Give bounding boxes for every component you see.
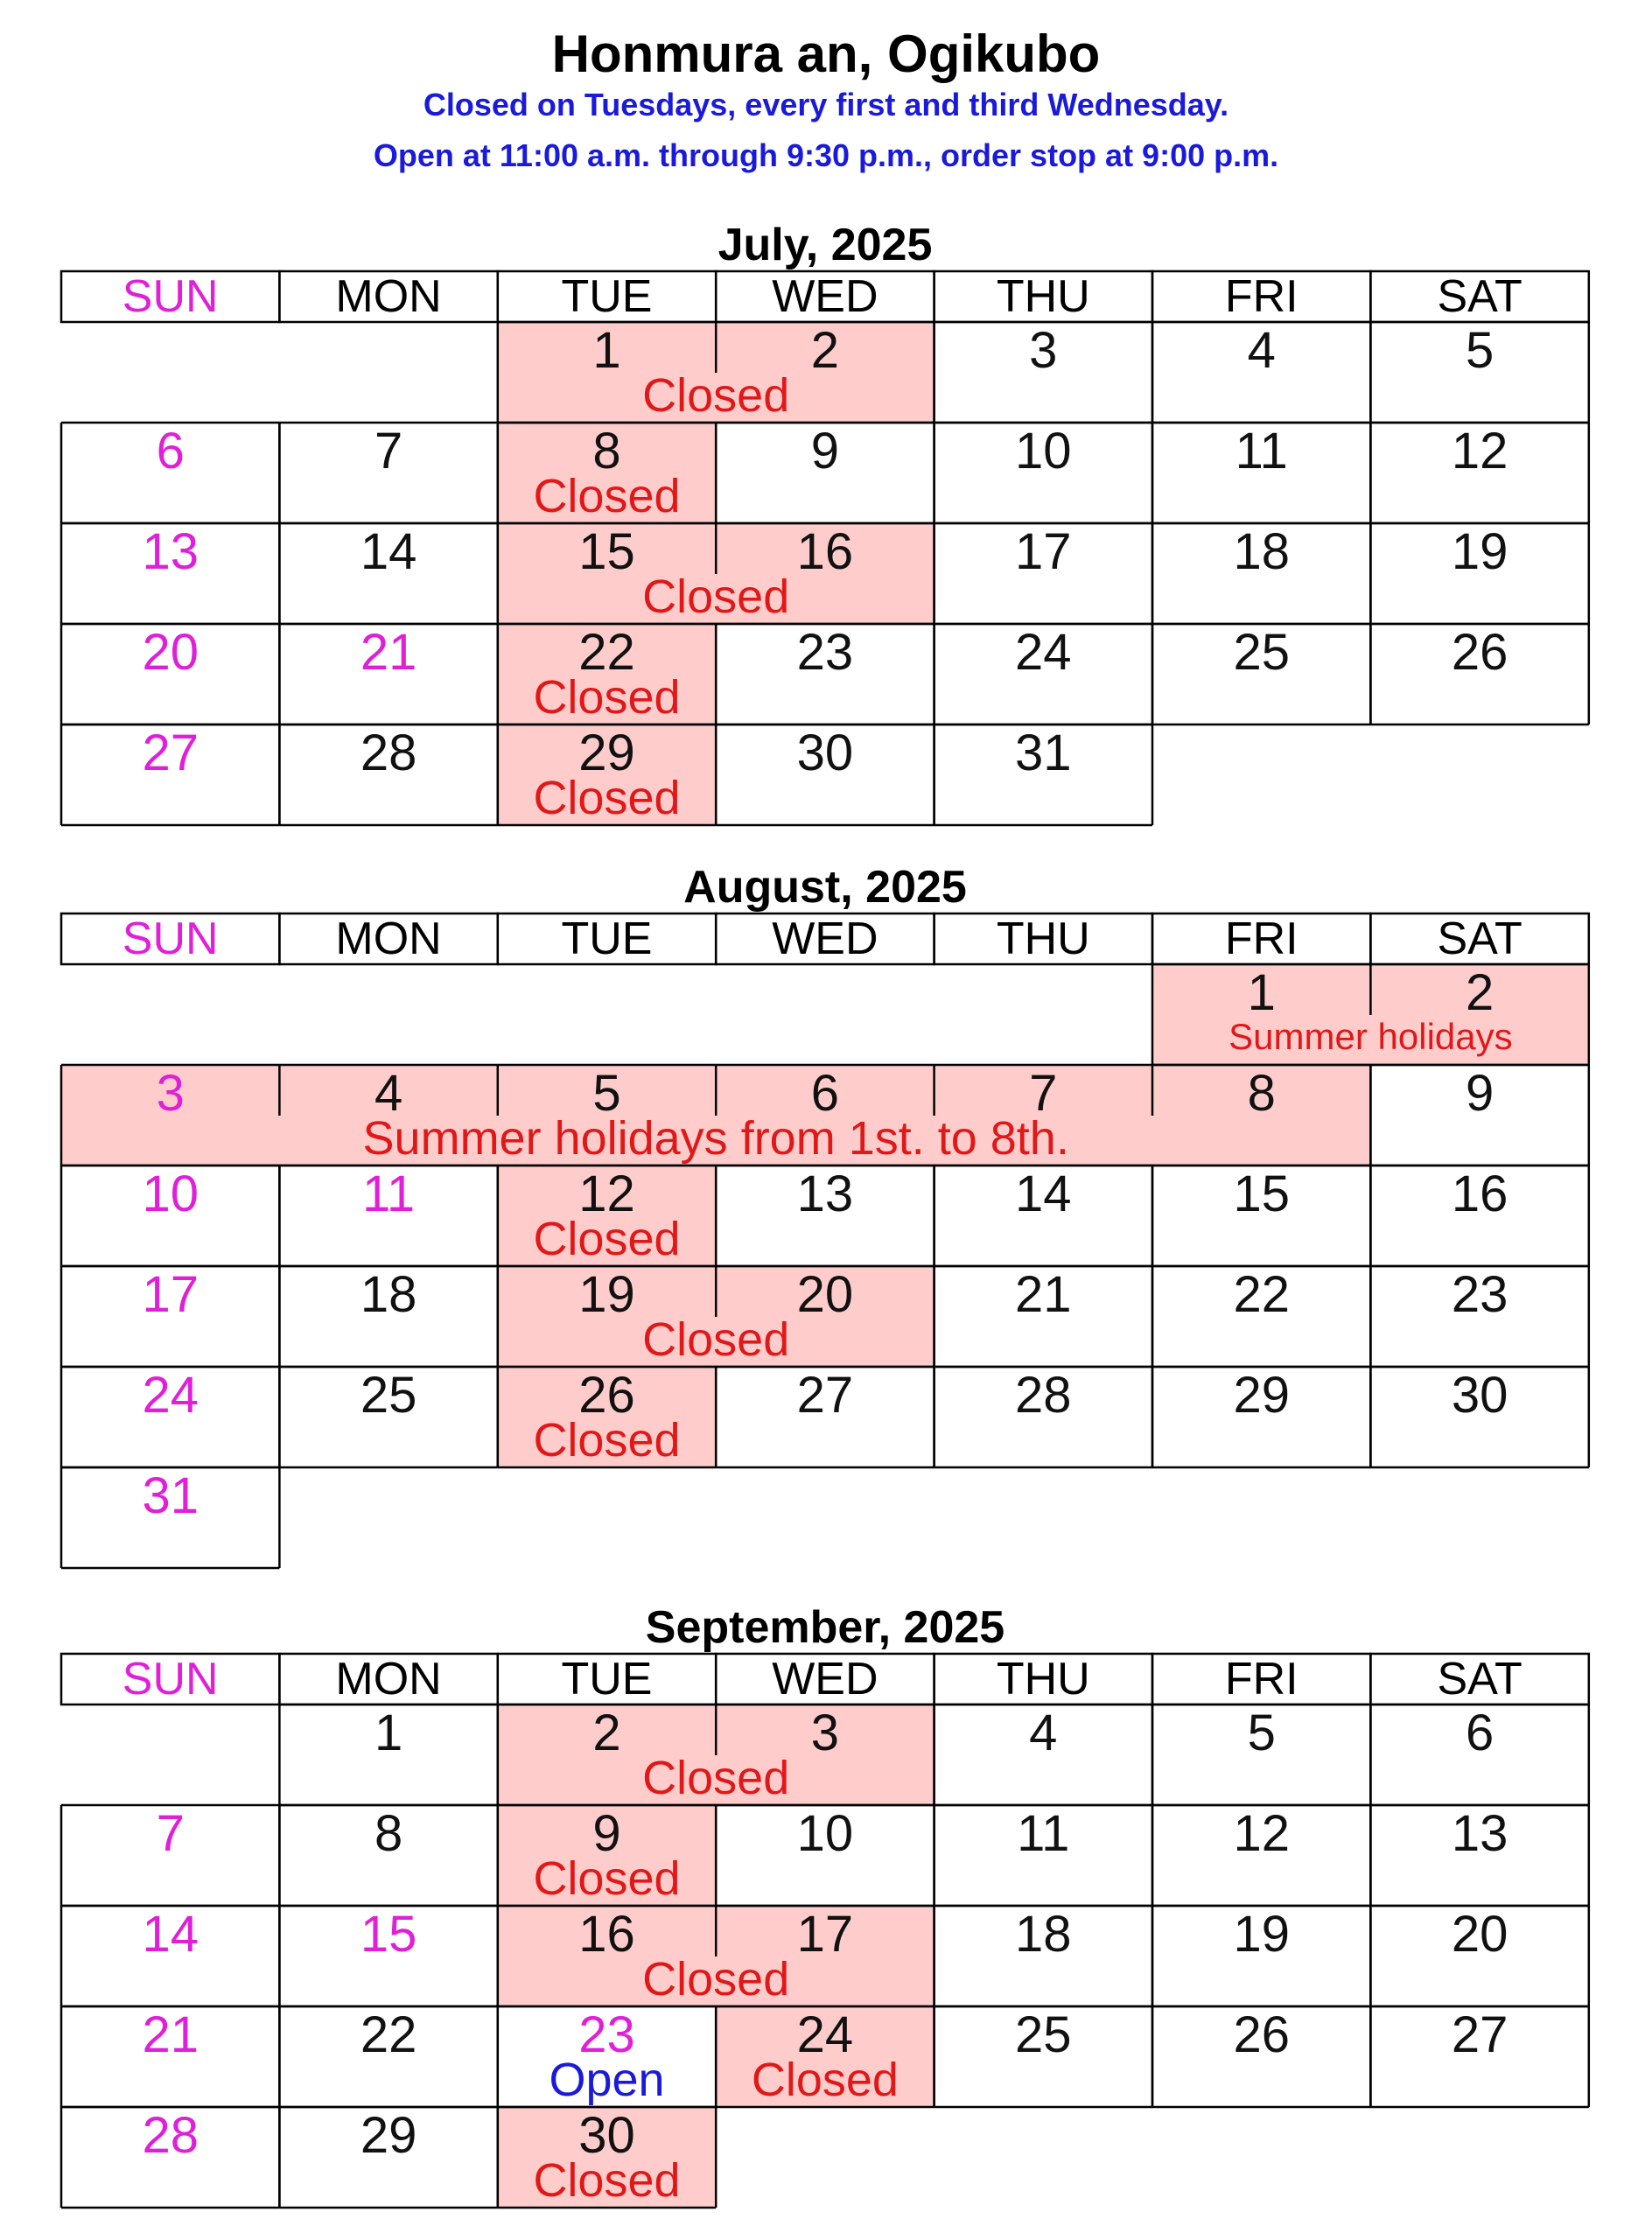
weekday-header-thu: THU bbox=[996, 914, 1090, 964]
weekday-header-mon: MON bbox=[335, 271, 442, 322]
day-cell-border bbox=[1370, 914, 1588, 964]
day-number: 7 bbox=[374, 423, 403, 480]
closed-label: Closed bbox=[533, 1213, 681, 1265]
weekday-header-sun: SUN bbox=[122, 271, 219, 322]
day-number: 25 bbox=[1015, 2006, 1072, 2063]
day-number: 29 bbox=[1233, 1367, 1290, 1424]
month-title: September, 2025 bbox=[645, 1602, 1005, 1653]
day-number: 23 bbox=[796, 624, 854, 681]
day-number: 15 bbox=[578, 523, 635, 580]
day-cell-border bbox=[279, 1654, 497, 1704]
day-number: 12 bbox=[1233, 1805, 1290, 1862]
day-cell-border bbox=[61, 1654, 279, 1704]
closed-label: Closed bbox=[642, 1752, 790, 1804]
page-title: Honmura an, Ogikubo bbox=[551, 24, 1101, 83]
day-number: 17 bbox=[796, 1906, 854, 1963]
day-number: 28 bbox=[142, 2107, 199, 2164]
day-number: 8 bbox=[592, 423, 621, 480]
day-number: 3 bbox=[156, 1065, 185, 1122]
day-number: 7 bbox=[1029, 1065, 1058, 1122]
day-number: 25 bbox=[360, 1367, 417, 1424]
weekday-header-tue: TUE bbox=[561, 914, 653, 964]
day-cell-border bbox=[279, 914, 497, 964]
day-number: 16 bbox=[1451, 1166, 1508, 1222]
day-number: 27 bbox=[796, 1367, 854, 1424]
day-number: 10 bbox=[142, 1166, 199, 1222]
day-number: 9 bbox=[810, 423, 840, 480]
day-number: 19 bbox=[1451, 523, 1508, 580]
closed-label: Closed bbox=[642, 570, 790, 623]
weekday-header-fri: FRI bbox=[1224, 914, 1298, 964]
day-number: 30 bbox=[1451, 1367, 1508, 1424]
day-cell-border bbox=[279, 271, 497, 322]
day-number: 27 bbox=[1451, 2006, 1508, 2063]
closed-label: Closed bbox=[642, 369, 790, 422]
weekday-header-sun: SUN bbox=[122, 1654, 219, 1704]
day-number: 30 bbox=[578, 2107, 635, 2164]
day-number: 21 bbox=[142, 2006, 199, 2063]
day-cell-border bbox=[1152, 914, 1370, 964]
day-number: 1 bbox=[1247, 964, 1276, 1021]
day-number: 9 bbox=[592, 1805, 621, 1862]
day-number: 1 bbox=[374, 1704, 403, 1761]
day-number: 1 bbox=[592, 322, 621, 379]
day-number: 20 bbox=[142, 624, 199, 681]
month-title: August, 2025 bbox=[683, 862, 967, 913]
day-number: 14 bbox=[142, 1906, 199, 1963]
day-number: 2 bbox=[810, 322, 840, 379]
day-cell-border bbox=[1152, 271, 1370, 322]
day-cell-border bbox=[498, 1654, 716, 1704]
weekday-header-sat: SAT bbox=[1437, 1654, 1522, 1704]
closed-label: Closed bbox=[533, 2154, 681, 2207]
day-number: 3 bbox=[810, 1704, 840, 1761]
day-number: 24 bbox=[142, 1367, 199, 1424]
day-cell-border bbox=[934, 271, 1152, 322]
day-number: 14 bbox=[360, 523, 417, 580]
day-cell-border bbox=[1152, 1654, 1370, 1704]
day-number: 24 bbox=[796, 2006, 854, 2063]
day-number: 22 bbox=[1233, 1266, 1290, 1323]
closed-label: Summer holidays from 1st. to 8th. bbox=[362, 1112, 1069, 1165]
day-number: 6 bbox=[156, 423, 185, 480]
day-number: 4 bbox=[1247, 322, 1276, 379]
day-number: 31 bbox=[1015, 724, 1072, 781]
day-number: 27 bbox=[142, 724, 199, 781]
day-number: 23 bbox=[1451, 1266, 1508, 1323]
weekday-header-fri: FRI bbox=[1224, 271, 1298, 322]
weekday-header-sat: SAT bbox=[1437, 271, 1522, 322]
day-number: 29 bbox=[360, 2107, 417, 2164]
day-cell-border bbox=[498, 914, 716, 964]
day-cell-border bbox=[498, 271, 716, 322]
day-number: 2 bbox=[1465, 964, 1494, 1021]
day-number: 5 bbox=[1465, 322, 1494, 379]
day-number: 7 bbox=[156, 1805, 185, 1862]
day-number: 24 bbox=[1015, 624, 1072, 681]
day-number: 26 bbox=[1451, 624, 1508, 681]
day-number: 9 bbox=[1465, 1065, 1494, 1122]
day-number: 23 bbox=[578, 2006, 635, 2063]
closing-days-note: Closed on Tuesdays, every first and third Wednesday. bbox=[423, 87, 1229, 122]
closed-label: Closed bbox=[533, 1414, 681, 1466]
closed-label: Summer holidays bbox=[1228, 1016, 1513, 1057]
day-number: 13 bbox=[796, 1166, 854, 1222]
day-number: 28 bbox=[1015, 1367, 1072, 1424]
weekday-header-thu: THU bbox=[996, 1654, 1090, 1704]
day-number: 22 bbox=[578, 624, 635, 681]
day-number: 22 bbox=[360, 2006, 417, 2063]
day-number: 16 bbox=[578, 1906, 635, 1963]
day-number: 13 bbox=[142, 523, 199, 580]
day-number: 28 bbox=[360, 724, 417, 781]
day-number: 29 bbox=[578, 724, 635, 781]
day-number: 19 bbox=[1233, 1906, 1290, 1963]
day-number: 21 bbox=[1015, 1266, 1072, 1323]
day-cell-border bbox=[1370, 271, 1588, 322]
weekday-header-thu: THU bbox=[996, 271, 1090, 322]
day-number: 15 bbox=[360, 1906, 417, 1963]
day-number: 11 bbox=[1235, 423, 1288, 480]
day-cell-border bbox=[934, 914, 1152, 964]
day-number: 18 bbox=[1015, 1906, 1072, 1963]
day-number: 19 bbox=[578, 1266, 635, 1323]
opening-hours-note: Open at 11:00 a.m. through 9:30 p.m., order stop at 9:00 p.m. bbox=[373, 137, 1279, 173]
weekday-header-sun: SUN bbox=[122, 914, 219, 964]
day-number: 11 bbox=[361, 1166, 416, 1222]
day-number: 31 bbox=[142, 1467, 199, 1524]
weekday-header-wed: WED bbox=[772, 271, 878, 322]
day-cell-border bbox=[61, 271, 279, 322]
day-number: 4 bbox=[1029, 1704, 1058, 1761]
day-number: 3 bbox=[1029, 322, 1058, 379]
day-number: 12 bbox=[1451, 423, 1508, 480]
day-cell-border bbox=[61, 914, 279, 964]
day-number: 4 bbox=[374, 1065, 403, 1122]
weekday-header-tue: TUE bbox=[561, 1654, 653, 1704]
day-number: 12 bbox=[578, 1166, 635, 1222]
weekday-header-sat: SAT bbox=[1437, 914, 1522, 964]
day-cell-border bbox=[934, 1654, 1152, 1704]
day-number: 18 bbox=[360, 1266, 417, 1323]
day-number: 10 bbox=[1015, 423, 1072, 480]
day-number: 17 bbox=[142, 1266, 199, 1323]
day-cell-border bbox=[716, 914, 934, 964]
day-number: 21 bbox=[360, 624, 417, 681]
closed-label: Closed bbox=[642, 1313, 790, 1366]
day-cell-border bbox=[716, 271, 934, 322]
day-number: 20 bbox=[1451, 1906, 1508, 1963]
day-number: 10 bbox=[796, 1805, 854, 1862]
day-number: 26 bbox=[578, 1367, 635, 1424]
day-number: 14 bbox=[1015, 1166, 1072, 1222]
closed-label: Closed bbox=[533, 470, 681, 522]
day-number: 13 bbox=[1451, 1805, 1508, 1862]
day-number: 5 bbox=[1247, 1704, 1276, 1761]
weekday-header-fri: FRI bbox=[1224, 1654, 1298, 1704]
day-number: 8 bbox=[1247, 1065, 1276, 1122]
closed-label: Closed bbox=[533, 772, 681, 824]
open-label: Open bbox=[549, 2054, 665, 2106]
day-cell-border bbox=[716, 1654, 934, 1704]
day-number: 20 bbox=[796, 1266, 854, 1323]
day-number: 25 bbox=[1233, 624, 1290, 681]
day-number: 16 bbox=[796, 523, 854, 580]
closed-label: Closed bbox=[533, 1852, 681, 1905]
weekday-header-mon: MON bbox=[335, 914, 442, 964]
day-number: 17 bbox=[1015, 523, 1072, 580]
day-number: 5 bbox=[592, 1065, 621, 1122]
day-cell-border bbox=[1370, 1654, 1588, 1704]
closed-label: Closed bbox=[533, 671, 681, 724]
closed-label: Closed bbox=[751, 2054, 899, 2106]
closed-label: Closed bbox=[642, 1953, 790, 2006]
day-number: 8 bbox=[374, 1805, 403, 1862]
month-title: July, 2025 bbox=[718, 220, 933, 270]
weekday-header-wed: WED bbox=[772, 914, 878, 964]
day-number: 15 bbox=[1233, 1166, 1290, 1222]
day-number: 26 bbox=[1233, 2006, 1290, 2063]
day-number: 6 bbox=[810, 1065, 840, 1122]
day-number: 30 bbox=[796, 724, 854, 781]
day-number: 6 bbox=[1465, 1704, 1494, 1761]
weekday-header-wed: WED bbox=[772, 1654, 878, 1704]
day-number: 18 bbox=[1233, 523, 1290, 580]
day-number: 11 bbox=[1017, 1805, 1070, 1862]
weekday-header-tue: TUE bbox=[561, 271, 653, 322]
weekday-header-mon: MON bbox=[335, 1654, 442, 1704]
day-number: 2 bbox=[592, 1704, 621, 1761]
